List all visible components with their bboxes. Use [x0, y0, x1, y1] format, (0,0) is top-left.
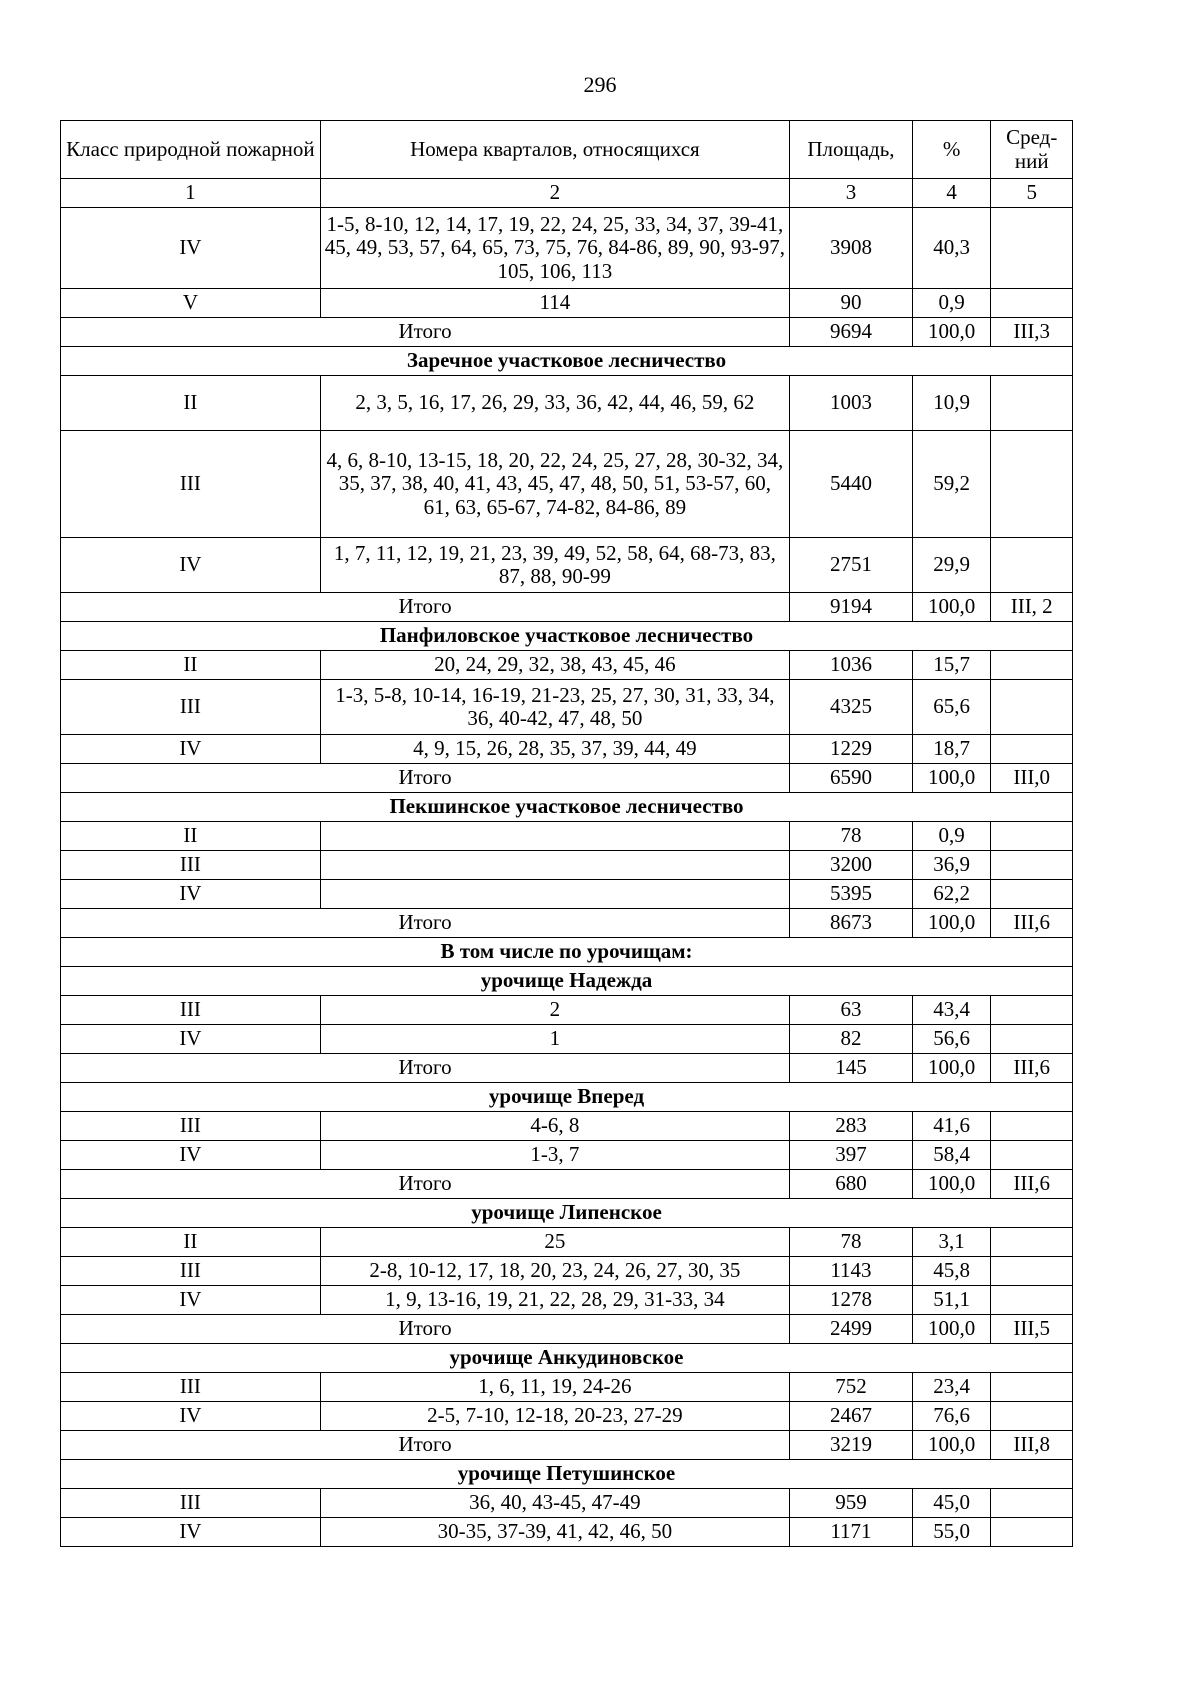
col-header-quarters: Номера кварталов, относящихся	[320, 121, 789, 179]
section-row	[61, 967, 1073, 996]
col-number: 1	[61, 179, 321, 208]
col-number: 5	[991, 179, 1073, 208]
header-row	[61, 121, 1073, 179]
table-row	[61, 1402, 1073, 1431]
average-cell	[991, 651, 1073, 680]
section-row	[61, 1083, 1073, 1112]
quarters-cell: 1-3, 7	[320, 1141, 789, 1170]
table-row	[61, 996, 1073, 1025]
section-title: урочище Вперед	[61, 1083, 1073, 1112]
percent-cell: 23,4	[912, 1373, 991, 1402]
class-cell: IV	[61, 735, 321, 764]
class-cell: III	[61, 996, 321, 1025]
average-cell	[991, 431, 1073, 538]
class-cell: IV	[61, 1286, 321, 1315]
average-cell	[991, 538, 1073, 593]
total-row	[61, 1054, 1073, 1083]
area-cell: 6590	[790, 764, 913, 793]
percent-cell: 100,0	[912, 1170, 991, 1199]
column-number-row	[61, 179, 1073, 208]
average-cell	[991, 1518, 1073, 1547]
percent-cell: 76,6	[912, 1402, 991, 1431]
area-cell: 1278	[790, 1286, 913, 1315]
area-cell: 2499	[790, 1315, 913, 1344]
percent-cell: 15,7	[912, 651, 991, 680]
percent-cell: 3,1	[912, 1228, 991, 1257]
class-cell: V	[61, 289, 321, 318]
table-row	[61, 735, 1073, 764]
percent-cell: 29,9	[912, 538, 991, 593]
class-cell: III	[61, 1373, 321, 1402]
area-cell: 90	[790, 289, 913, 318]
area-cell: 397	[790, 1141, 913, 1170]
total-label: Итого	[61, 593, 790, 622]
area-cell: 1143	[790, 1257, 913, 1286]
section-row	[61, 1344, 1073, 1373]
percent-cell: 100,0	[912, 1054, 991, 1083]
table-row	[61, 1228, 1073, 1257]
quarters-cell: 1, 6, 11, 19, 24-26	[320, 1373, 789, 1402]
quarters-cell: 1, 9, 13-16, 19, 21, 22, 28, 29, 31-33, 34	[320, 1286, 789, 1315]
percent-cell: 100,0	[912, 593, 991, 622]
table-row	[61, 680, 1073, 735]
average-cell: III,6	[991, 1170, 1073, 1199]
average-cell	[991, 1489, 1073, 1518]
col-header-area: Площадь,	[790, 121, 913, 179]
quarters-cell: 114	[320, 289, 789, 318]
total-label: Итого	[61, 1054, 790, 1083]
percent-cell: 59,2	[912, 431, 991, 538]
table-row	[61, 1373, 1073, 1402]
area-cell: 3219	[790, 1431, 913, 1460]
area-cell: 5395	[790, 880, 913, 909]
quarters-cell	[320, 822, 789, 851]
quarters-cell: 1-5, 8-10, 12, 14, 17, 19, 22, 24, 25, 33, 34, 37, 39-41, 45, 49, 53, 57, 64, 65, 73, 75, 76, 84-86, 89, 90, 93-97, 105, 106, 113	[320, 208, 789, 289]
percent-cell: 58,4	[912, 1141, 991, 1170]
percent-cell: 100,0	[912, 1315, 991, 1344]
class-cell: IV	[61, 538, 321, 593]
col-header-percent: %	[912, 121, 991, 179]
area-cell: 78	[790, 1228, 913, 1257]
area-cell: 1229	[790, 735, 913, 764]
section-title: В том числе по урочищам:	[61, 938, 1073, 967]
area-cell: 959	[790, 1489, 913, 1518]
area-cell: 3908	[790, 208, 913, 289]
average-cell	[991, 1141, 1073, 1170]
quarters-cell: 2-5, 7-10, 12-18, 20-23, 27-29	[320, 1402, 789, 1431]
percent-cell: 10,9	[912, 376, 991, 431]
percent-cell: 36,9	[912, 851, 991, 880]
percent-cell: 55,0	[912, 1518, 991, 1547]
average-cell	[991, 822, 1073, 851]
average-cell	[991, 376, 1073, 431]
page-number: 296	[583, 72, 617, 97]
average-cell: III,6	[991, 1054, 1073, 1083]
area-cell: 2467	[790, 1402, 913, 1431]
table-row	[61, 880, 1073, 909]
average-cell: III,6	[991, 909, 1073, 938]
percent-cell: 100,0	[912, 1431, 991, 1460]
average-cell	[991, 289, 1073, 318]
quarters-cell: 2, 3, 5, 16, 17, 26, 29, 33, 36, 42, 44, 46, 59, 62	[320, 376, 789, 431]
class-cell: IV	[61, 1025, 321, 1054]
table-body	[61, 208, 1073, 1547]
percent-cell: 51,1	[912, 1286, 991, 1315]
percent-cell: 100,0	[912, 318, 991, 347]
class-cell: IV	[61, 1518, 321, 1547]
quarters-cell: 4-6, 8	[320, 1112, 789, 1141]
quarters-cell: 1, 7, 11, 12, 19, 21, 23, 39, 49, 52, 58, 64, 68-73, 83, 87, 88, 90-99	[320, 538, 789, 593]
total-row	[61, 593, 1073, 622]
total-row	[61, 1315, 1073, 1344]
percent-cell: 62,2	[912, 880, 991, 909]
quarters-cell: 2	[320, 996, 789, 1025]
total-label: Итого	[61, 1315, 790, 1344]
quarters-cell: 4, 9, 15, 26, 28, 35, 37, 39, 44, 49	[320, 735, 789, 764]
area-cell: 1171	[790, 1518, 913, 1547]
col-header-average: Сред-ний	[991, 121, 1073, 179]
section-title: Заречное участковое лесничество	[61, 347, 1073, 376]
average-cell	[991, 851, 1073, 880]
table-row	[61, 651, 1073, 680]
quarters-cell: 2-8, 10-12, 17, 18, 20, 23, 24, 26, 27, 30, 35	[320, 1257, 789, 1286]
quarters-cell	[320, 851, 789, 880]
table-row	[61, 851, 1073, 880]
fire-class-table	[60, 120, 1073, 1547]
average-cell	[991, 880, 1073, 909]
average-cell	[991, 1402, 1073, 1431]
class-cell: II	[61, 1228, 321, 1257]
area-cell: 82	[790, 1025, 913, 1054]
class-cell: II	[61, 651, 321, 680]
average-cell	[991, 996, 1073, 1025]
section-row	[61, 938, 1073, 967]
quarters-cell: 4, 6, 8-10, 13-15, 18, 20, 22, 24, 25, 27, 28, 30-32, 34, 35, 37, 38, 40, 41, 43, 45, 47, 48, 50, 51, 53-57, 60, 61, 63, 65-67, 74-82, 84-86, 89	[320, 431, 789, 538]
table-row	[61, 1518, 1073, 1547]
average-cell: III, 2	[991, 593, 1073, 622]
percent-cell: 0,9	[912, 822, 991, 851]
class-cell: III	[61, 1112, 321, 1141]
quarters-cell: 1	[320, 1025, 789, 1054]
section-row	[61, 347, 1073, 376]
average-cell	[991, 1112, 1073, 1141]
class-cell: III	[61, 851, 321, 880]
area-cell: 283	[790, 1112, 913, 1141]
area-cell: 1003	[790, 376, 913, 431]
average-cell	[991, 1257, 1073, 1286]
percent-cell: 45,8	[912, 1257, 991, 1286]
section-row	[61, 1199, 1073, 1228]
section-row	[61, 622, 1073, 651]
area-cell: 9194	[790, 593, 913, 622]
area-cell: 3200	[790, 851, 913, 880]
section-title: урочище Петушинское	[61, 1460, 1073, 1489]
quarters-cell	[320, 880, 789, 909]
area-cell: 63	[790, 996, 913, 1025]
total-label: Итого	[61, 1431, 790, 1460]
class-cell: III	[61, 431, 321, 538]
percent-cell: 65,6	[912, 680, 991, 735]
section-row	[61, 793, 1073, 822]
section-title: Пекшинское участковое лесничество	[61, 793, 1073, 822]
average-cell: III,5	[991, 1315, 1073, 1344]
quarters-cell: 25	[320, 1228, 789, 1257]
table-row	[61, 1112, 1073, 1141]
class-cell: IV	[61, 880, 321, 909]
table-row	[61, 1286, 1073, 1315]
average-cell: III,3	[991, 318, 1073, 347]
area-cell: 680	[790, 1170, 913, 1199]
average-cell: III,0	[991, 764, 1073, 793]
class-cell: III	[61, 1489, 321, 1518]
quarters-cell: 30-35, 37-39, 41, 42, 46, 50	[320, 1518, 789, 1547]
total-row	[61, 318, 1073, 347]
class-cell: III	[61, 680, 321, 735]
area-cell: 752	[790, 1373, 913, 1402]
section-title: урочище Липенское	[61, 1199, 1073, 1228]
percent-cell: 100,0	[912, 764, 991, 793]
average-cell	[991, 1025, 1073, 1054]
class-cell: IV	[61, 1141, 321, 1170]
area-cell: 5440	[790, 431, 913, 538]
area-cell: 78	[790, 822, 913, 851]
percent-cell: 18,7	[912, 735, 991, 764]
class-cell: II	[61, 822, 321, 851]
class-cell: IV	[61, 208, 321, 289]
percent-cell: 100,0	[912, 909, 991, 938]
table-row	[61, 208, 1073, 289]
area-cell: 145	[790, 1054, 913, 1083]
quarters-cell: 20, 24, 29, 32, 38, 43, 45, 46	[320, 651, 789, 680]
total-label: Итого	[61, 318, 790, 347]
col-number: 3	[790, 179, 913, 208]
percent-cell: 43,4	[912, 996, 991, 1025]
percent-cell: 56,6	[912, 1025, 991, 1054]
class-cell: III	[61, 1257, 321, 1286]
area-cell: 4325	[790, 680, 913, 735]
percent-cell: 0,9	[912, 289, 991, 318]
total-label: Итого	[61, 1170, 790, 1199]
average-cell	[991, 1286, 1073, 1315]
total-row	[61, 764, 1073, 793]
average-cell	[991, 208, 1073, 289]
table-row	[61, 1257, 1073, 1286]
average-cell	[991, 735, 1073, 764]
table-row	[61, 1025, 1073, 1054]
total-row	[61, 1170, 1073, 1199]
class-cell: IV	[61, 1402, 321, 1431]
section-title: урочище Анкудиновское	[61, 1344, 1073, 1373]
section-row	[61, 1460, 1073, 1489]
average-cell	[991, 1373, 1073, 1402]
area-cell: 8673	[790, 909, 913, 938]
col-header-class: Класс природной пожарной	[61, 121, 321, 179]
table-row	[61, 822, 1073, 851]
table-row	[61, 1489, 1073, 1518]
total-label: Итого	[61, 909, 790, 938]
total-label: Итого	[61, 764, 790, 793]
table-row	[61, 1141, 1073, 1170]
total-row	[61, 1431, 1073, 1460]
area-cell: 1036	[790, 651, 913, 680]
quarters-cell: 1-3, 5-8, 10-14, 16-19, 21-23, 25, 27, 30, 31, 33, 34, 36, 40-42, 47, 48, 50	[320, 680, 789, 735]
percent-cell: 40,3	[912, 208, 991, 289]
average-cell	[991, 1228, 1073, 1257]
section-title: урочище Надежда	[61, 967, 1073, 996]
table-row	[61, 376, 1073, 431]
average-cell	[991, 680, 1073, 735]
table-row	[61, 538, 1073, 593]
average-cell: III,8	[991, 1431, 1073, 1460]
quarters-cell: 36, 40, 43-45, 47-49	[320, 1489, 789, 1518]
total-row	[61, 909, 1073, 938]
area-cell: 2751	[790, 538, 913, 593]
col-number: 2	[320, 179, 789, 208]
col-number: 4	[912, 179, 991, 208]
percent-cell: 41,6	[912, 1112, 991, 1141]
table-row	[61, 289, 1073, 318]
percent-cell: 45,0	[912, 1489, 991, 1518]
area-cell: 9694	[790, 318, 913, 347]
section-title: Панфиловское участковое лесничество	[61, 622, 1073, 651]
table-row	[61, 431, 1073, 538]
class-cell: II	[61, 376, 321, 431]
